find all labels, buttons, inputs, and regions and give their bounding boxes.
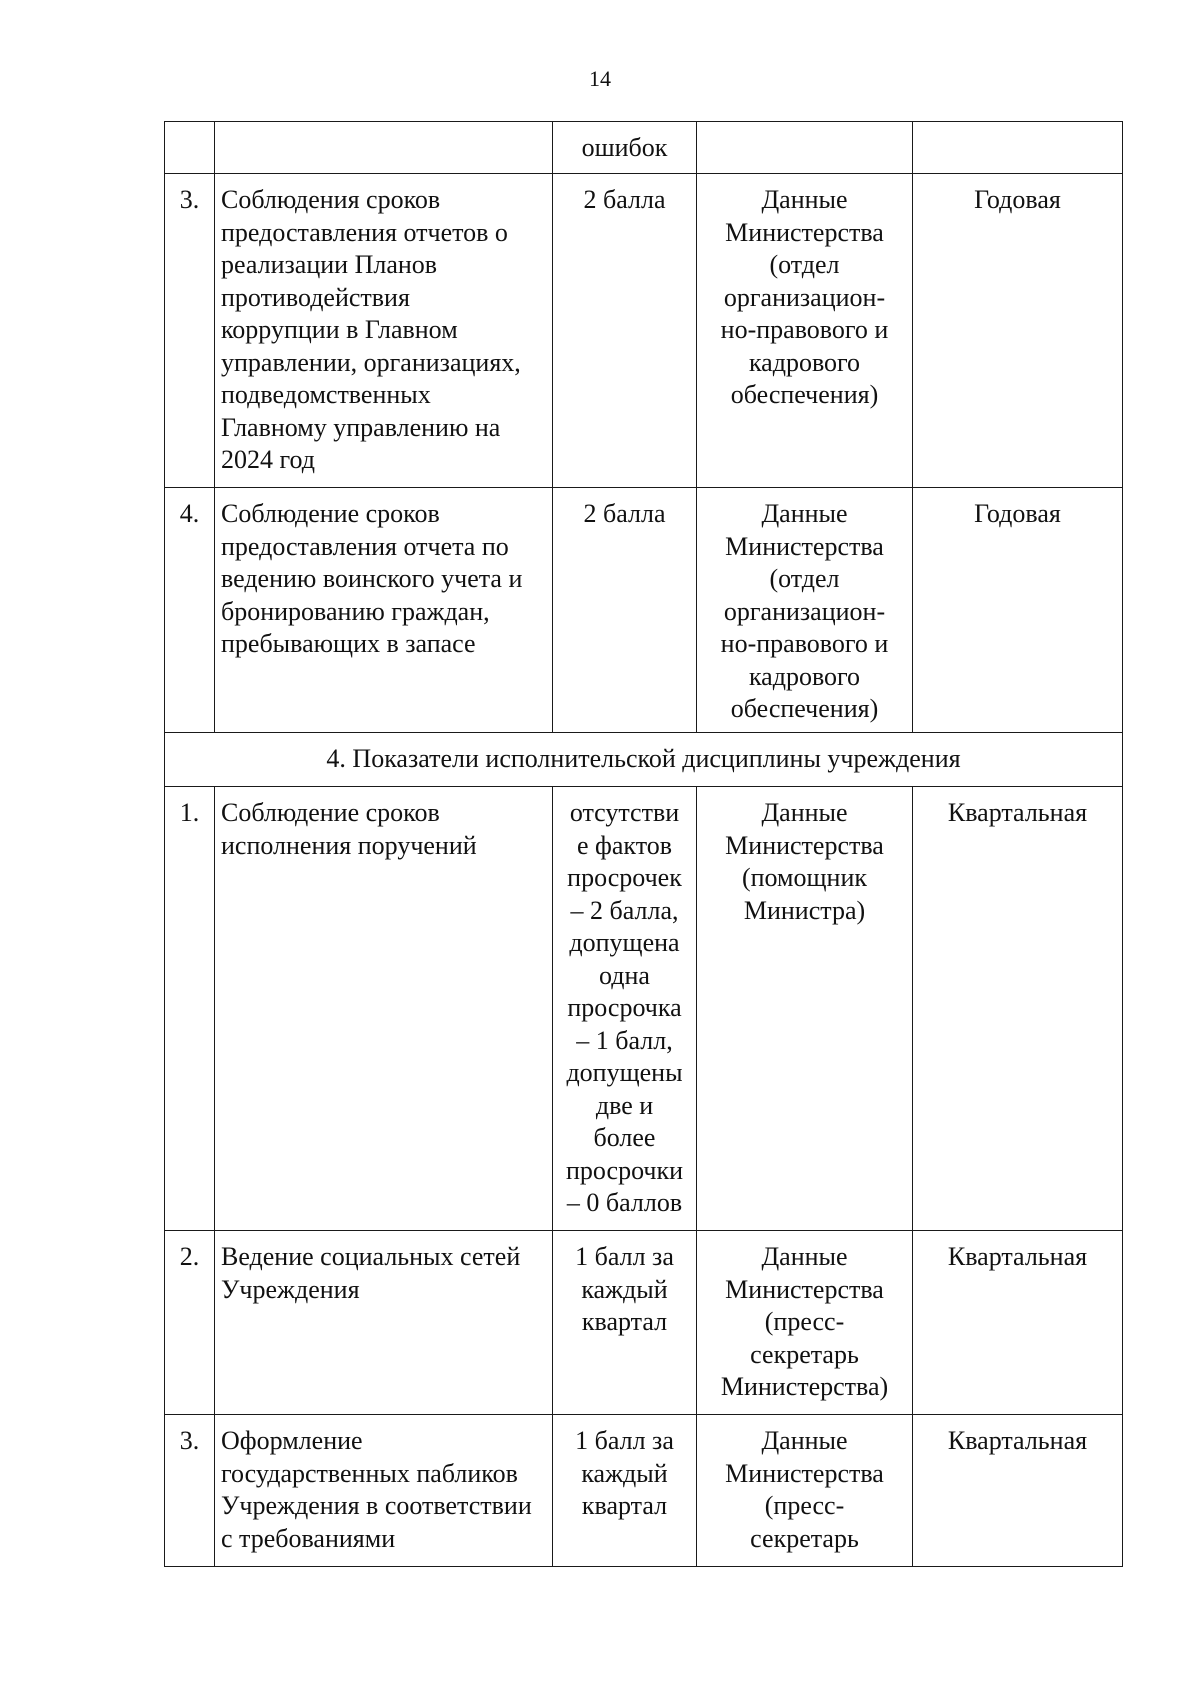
- score-cell: 1 балл за каждый квартал: [553, 1231, 697, 1415]
- score-cell: отсутстви е фактов просрочек – 2 балла, допущена одна просрочка – 1 балл, допущены две и более просрочки – 0 баллов: [553, 787, 697, 1231]
- section-title: 4. Показатели исполнительской дисциплины учреждения: [165, 733, 1123, 787]
- source-cell: Данные Министерства (помощник Министра): [697, 787, 913, 1231]
- row-number-cell: 3.: [165, 174, 215, 488]
- indicator-name-cell: Соблюдение сроков исполнения поручений: [215, 787, 553, 1231]
- source-cell: [697, 122, 913, 174]
- indicator-name-cell: Ведение социальных сетей Учреждения: [215, 1231, 553, 1415]
- table-row: [165, 787, 1123, 1231]
- score-cell: 2 балла: [553, 174, 697, 488]
- indicator-name-cell: Соблюдение сроков предоставления отчета по ведению воинского учета и бронированию граждан, пребывающих в запасе: [215, 488, 553, 733]
- page-number: 14: [589, 66, 611, 91]
- period-cell: Квартальная: [913, 787, 1123, 1231]
- source-cell: Данные Министерства (отдел организацион- но-правового и кадрового обеспечения): [697, 174, 913, 488]
- row-number-cell: 2.: [165, 1231, 215, 1415]
- score-cell: 1 балл за каждый квартал: [553, 1415, 697, 1567]
- indicator-name-cell: Оформление государственных пабликов Учреждения в соответствии с требованиями: [215, 1415, 553, 1567]
- table-row: [165, 488, 1123, 733]
- period-cell: Годовая: [913, 174, 1123, 488]
- table-row: [165, 1231, 1123, 1415]
- indicator-name-cell: [215, 122, 553, 174]
- source-cell: Данные Министерства (пресс- секретарь: [697, 1415, 913, 1567]
- table-row: [165, 1415, 1123, 1567]
- score-cell: ошибок: [553, 122, 697, 174]
- section-header-row: [165, 733, 1123, 787]
- period-cell: Квартальная: [913, 1231, 1123, 1415]
- row-number-cell: 4.: [165, 488, 215, 733]
- period-cell: Годовая: [913, 488, 1123, 733]
- table-row-continuation: [165, 122, 1123, 174]
- row-number-cell: 3.: [165, 1415, 215, 1567]
- period-cell: Квартальная: [913, 1415, 1123, 1567]
- row-number-cell: 1.: [165, 787, 215, 1231]
- source-cell: Данные Министерства (пресс- секретарь Министерства): [697, 1231, 913, 1415]
- indicator-name-cell: Соблюдения сроков предоставления отчетов о реализации Планов противодействия коррупции в Главном управлении, организациях, подведомственных Главному управлению на 2024 год: [215, 174, 553, 488]
- table-row: [165, 174, 1123, 488]
- period-cell: [913, 122, 1123, 174]
- criteria-table: [164, 121, 1123, 1567]
- source-cell: Данные Министерства (отдел организацион- но-правового и кадрового обеспечения): [697, 488, 913, 733]
- row-number-cell: [165, 122, 215, 174]
- score-cell: 2 балла: [553, 488, 697, 733]
